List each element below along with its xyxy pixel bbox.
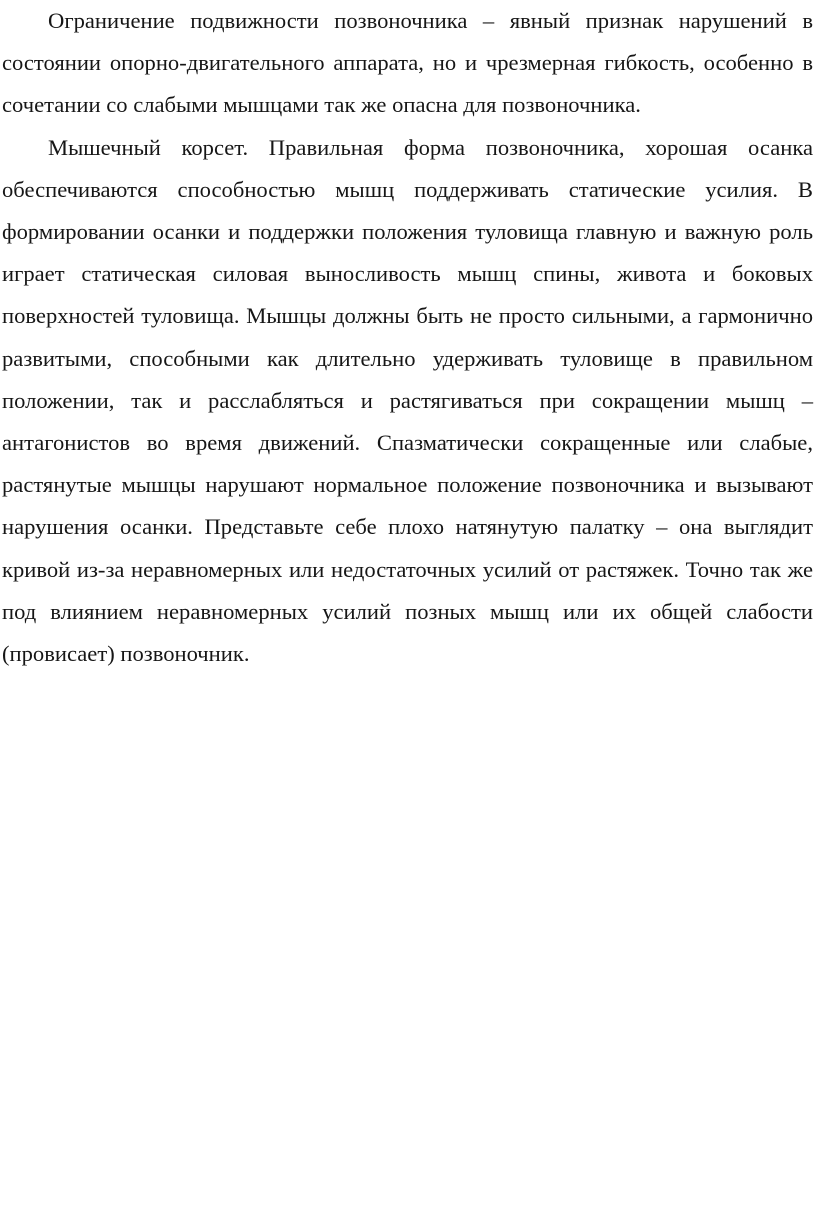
document-body (2, 0, 813, 675)
paragraph-spine-mobility: Ограничение подвижности позвоночника – явный признак нарушений в состоянии опорно-двигательного аппарата, но и чрезмерная гибкость, особенно в сочетании со слабыми мышцами так же опасна для позвоночника. (2, 8, 813, 118)
paragraph-muscle-corset: Мышечный корсет. Правильная форма позвоночника, хорошая осанка обеспечиваются способностью мышц поддерживать статические усилия. В формировании осанки и поддержки положения туловища главную и важную роль играет статическая силовая выносливость мышц спины, живота и боковых поверхностей туловища. Мышцы должны быть не просто сильными, а гармонично развитыми, способными как длительно удерживать туловище в правильном положении, так и расслабляться и растягиваться при сокращении мышц – антагонистов во время движений. Спазматически сокращенные или слабые, растянутые мышцы нарушают нормальное положение позвоночника и вызывают нарушения осанки. Представьте себе плохо натянутую палатку – она выглядит кривой из-за неравномерных или недостаточных усилий от растяжек. Точно так же под влиянием неравномерных усилий позных мышц или их общей слабости (провисает) позвоночник. (2, 134, 813, 667)
